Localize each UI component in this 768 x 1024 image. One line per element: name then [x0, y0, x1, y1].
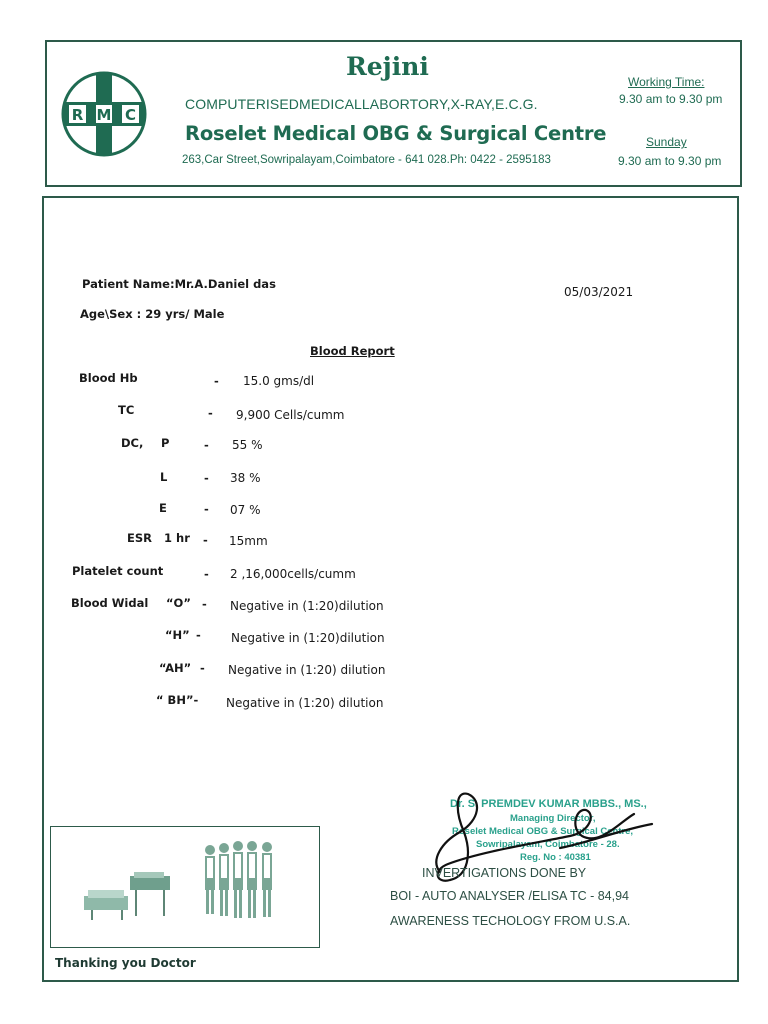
row-value-bh: Negative in (1:20) dilution — [226, 696, 384, 710]
row-dash: - — [204, 567, 209, 581]
centre-address: 263,Car Street,Sowripalayam,Coimbatore - 641 028.Ph: 0422 - 2595183 — [182, 154, 551, 166]
logo-letter-c: C — [124, 106, 137, 124]
sunday-hours: 9.30 am to 9.30 pm — [618, 154, 722, 168]
row-sub-bh: “ BH”- — [156, 693, 199, 707]
row-value-o: Negative in (1:20)dilution — [230, 599, 384, 613]
row-value-ah: Negative in (1:20) dilution — [228, 663, 386, 677]
logo-letter-m: M — [96, 106, 112, 124]
investigations-label: INVERTIGATIONS DONE BY — [422, 866, 587, 880]
row-label-dc: DC, — [121, 436, 144, 450]
thanking-note: Thanking you Doctor — [55, 956, 196, 970]
stamp-reg-no: Reg. No : 40381 — [520, 852, 591, 863]
stamp-centre: Roselet Medical OBG & Surgical Centre, — [452, 826, 634, 837]
row-label-tc: TC — [118, 403, 135, 417]
row-dash: - — [204, 471, 209, 485]
row-dash: - — [208, 406, 213, 420]
row-sub-l: L — [160, 470, 168, 484]
row-value-platelet: 2 ,16,000cells/cumm — [230, 567, 356, 581]
brand-name: Rejini — [346, 52, 429, 81]
sunday-label: Sunday — [646, 135, 687, 149]
report-date: 05/03/2021 — [564, 285, 634, 299]
patient-age-sex: Age\Sex : 29 yrs/ Male — [80, 307, 225, 321]
stamp-location: Sowripalayam, Coimbatore - 28. — [476, 839, 620, 850]
row-value-esr: 15mm — [229, 534, 268, 548]
row-dash: - — [202, 597, 207, 611]
working-time-label: Working Time: — [628, 75, 705, 89]
row-label-blood-hb: Blood Hb — [79, 371, 138, 385]
row-value-blood-hb: 15.0 gms/dl — [243, 374, 315, 388]
row-value-tc: 9,900 Cells/cumm — [236, 408, 345, 422]
row-dash: - — [214, 374, 219, 388]
row-value-h: Negative in (1:20)dilution — [231, 631, 385, 645]
row-dash: - — [203, 533, 208, 547]
report-title: Blood Report — [310, 344, 395, 358]
centre-name: Roselet Medical OBG & Surgical Centre — [185, 122, 607, 145]
row-value-l: 38 % — [230, 471, 261, 485]
lab-services-line: COMPUTERISEDMEDICALLABORTORY,X-RAY,E.C.G. — [185, 96, 538, 112]
row-sub-1hr: 1 hr — [164, 531, 190, 545]
stamp-title: Managing Director, — [510, 813, 596, 824]
row-dash: - — [204, 502, 209, 516]
row-sub-e: E — [159, 501, 167, 515]
row-dash: - — [196, 628, 201, 642]
analyser-line: BOI - AUTO ANALYSER /ELISA TC - 84,94 — [390, 889, 629, 903]
row-sub-o: “O” — [166, 596, 191, 610]
row-label-widal: Blood Widal — [71, 596, 149, 610]
row-dash: - — [204, 438, 209, 452]
row-label-esr: ESR — [127, 531, 152, 545]
row-dash: - — [200, 661, 205, 675]
row-sub-h: “H” — [165, 628, 190, 642]
stamp-doctor-name: Dr. S. PREMDEV KUMAR MBBS., MS., — [450, 798, 647, 810]
logo-letter-r: R — [71, 106, 84, 124]
medical-team-illustration — [52, 828, 318, 946]
row-label-platelet: Platelet count — [72, 564, 164, 578]
patient-name: Patient Name:Mr.A.Daniel das — [82, 277, 276, 291]
rmc-logo — [60, 70, 148, 158]
working-time-hours: 9.30 am to 9.30 pm — [619, 92, 723, 106]
row-sub-p: P — [161, 436, 170, 450]
row-sub-ah: “AH” — [159, 661, 192, 675]
awareness-line: AWARENESS TECHOLOGY FROM U.S.A. — [390, 914, 631, 928]
row-value-e: 07 % — [230, 503, 261, 517]
row-value-p: 55 % — [232, 438, 263, 452]
